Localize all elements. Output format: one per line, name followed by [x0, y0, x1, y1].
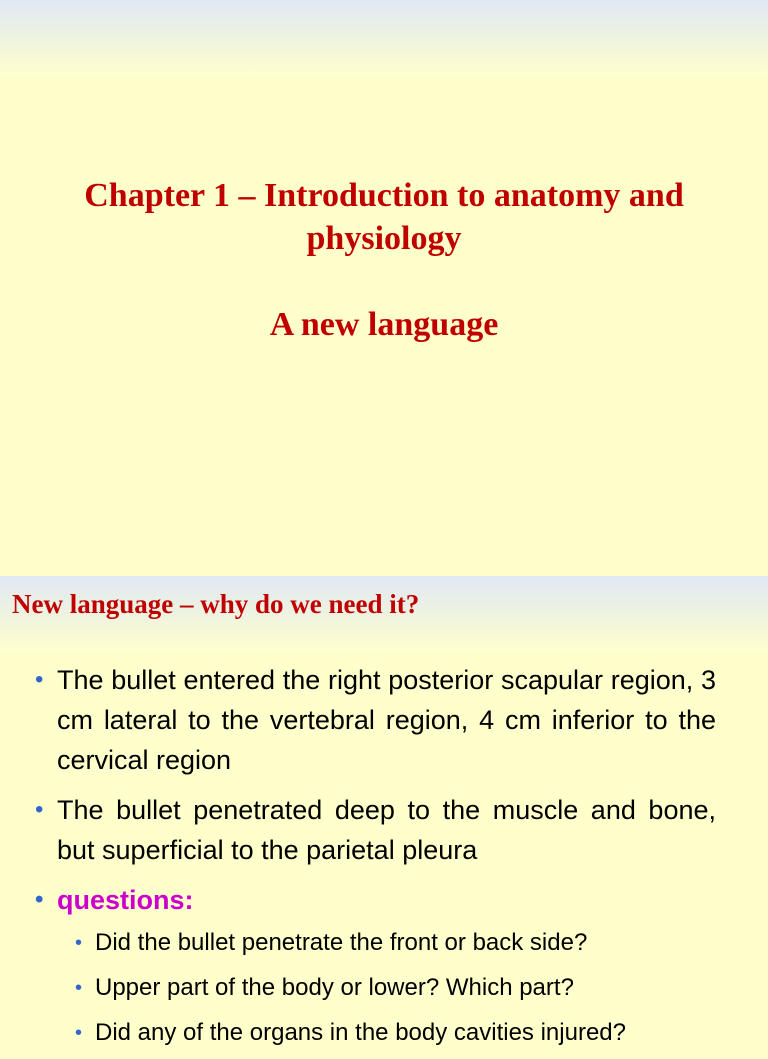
bullet-item-questions — [35, 880, 716, 920]
sub-bullet-item — [75, 969, 735, 1007]
bullet-dot-icon: • — [75, 977, 83, 999]
bullet-dot-icon: • — [75, 932, 83, 954]
sub-bullet-item — [75, 1014, 735, 1052]
bullet-item — [35, 790, 716, 870]
bullet-text: questions: — [57, 885, 194, 915]
sub-bullet-item — [75, 924, 735, 962]
bullet-dot-icon: • — [35, 886, 44, 913]
bullet-text: The bullet entered the right posterior scapular region, 3 cm lateral to the vertebral region, 4 cm inferior to the cervical region — [57, 665, 716, 775]
bullet-dot-icon: • — [35, 666, 44, 693]
sub-bullet-text: Upper part of the body or lower? Which part? — [95, 974, 574, 1001]
slide-title-line-2: physiology — [306, 220, 462, 257]
slide-subtitle: A new language — [269, 306, 499, 343]
bullet-list — [0, 660, 768, 1059]
bullet-dot-icon: • — [75, 1022, 83, 1044]
slide-2 — [0, 576, 768, 1046]
sub-bullet-text: Did any of the organs in the body cavities injured? — [95, 1019, 626, 1046]
slide-2-title: New language – why do we need it? — [12, 589, 420, 619]
slide-title-line-1: Chapter 1 – Introduction to anatomy and — [84, 177, 684, 214]
bullet-item — [35, 660, 716, 780]
sub-bullet-text: Did the bullet penetrate the front or back side? — [95, 929, 588, 956]
bullet-dot-icon: • — [35, 796, 44, 823]
slide-title — [0, 174, 768, 260]
bullet-text: The bullet penetrated deep to the muscle and bone, but superficial to the parietal pleura — [57, 795, 716, 865]
